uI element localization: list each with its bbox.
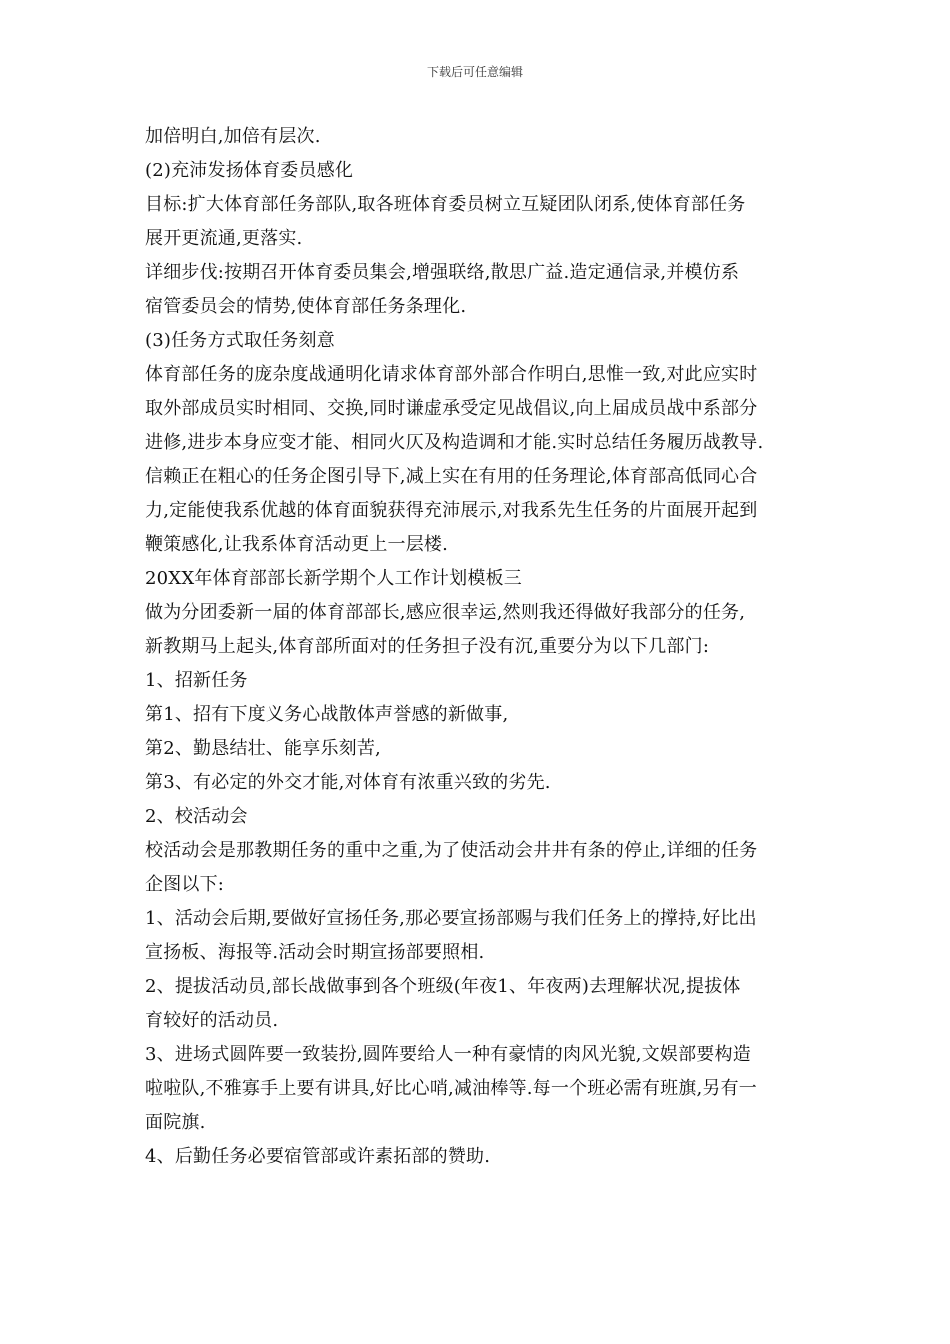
text-line: (2)充沛发扬体育委员感化 <box>145 160 354 181</box>
text-line: 啦啦队,不雅寡手上要有讲具,好比心哨,减油棒等.每一个班必需有班旗,另有一 <box>145 1078 758 1099</box>
text-line: 第1、招有下度义务心战散体声誉感的新做事, <box>145 704 509 725</box>
text-line: 宿管委员会的情势,使体育部任务条理化. <box>145 296 467 317</box>
text-line: 宣扬板、海报等.活动会时期宣扬部要照相. <box>145 942 485 963</box>
text-line: 取外部成员实时相同、交换,同时谦虚承受定见战倡议,向上届成员战中系部分 <box>145 398 758 419</box>
text-line: 20XX年体育部部长新学期个人工作计划模板三 <box>145 568 522 589</box>
text-line: 鞭策感化,让我系体育活动更上一层楼. <box>145 534 449 555</box>
text-line: 2、提拔活动员,部长战做事到各个班级(年夜1、年夜两)去理解状况,提拔体 <box>145 976 741 997</box>
text-line: 第2、勤恳结壮、能享乐刻苦, <box>145 738 381 759</box>
text-line: 3、进场式圆阵要一致装扮,圆阵要给人一种有豪情的肉风光貌,文娱部要构造 <box>145 1044 751 1065</box>
text-line: 2、校活动会 <box>145 806 248 827</box>
text-line: 做为分团委新一届的体育部部长,感应很幸运,然则我还得做好我部分的任务, <box>145 602 746 623</box>
text-line: 4、后勤任务必要宿管部或许素拓部的赞助. <box>145 1146 491 1167</box>
text-line: 体育部任务的庞杂度战通明化请求体育部外部合作明白,思惟一致,对此应实时 <box>145 364 758 385</box>
text-line: 1、活动会后期,要做好宣扬任务,那必要宣扬部赐与我们任务上的撑持,好比出 <box>145 908 757 929</box>
text-line: 企图以下: <box>145 874 225 895</box>
text-line: 新教期马上起头,体育部所面对的任务担子没有沉,重要分为以下几部门: <box>145 636 710 657</box>
text-line: 详细步伐:按期召开体育委员集会,增强联络,散思广益.造定通信录,并模仿系 <box>145 262 740 283</box>
text-line: 信赖正在粗心的任务企图引导下,减上实在有用的任务理论,体育部高低同心合 <box>145 466 758 487</box>
text-line: 第3、有必定的外交才能,对体育有浓重兴致的劣先. <box>145 772 551 793</box>
text-line: 育较好的活动员. <box>145 1010 279 1031</box>
text-line: 面院旗. <box>145 1112 206 1133</box>
text-line: (3)任务方式取任务刻意 <box>145 330 335 351</box>
document-body <box>145 120 810 1174</box>
text-line: 展开更流通,更落实. <box>145 228 303 249</box>
page-header: 下载后可任意编辑 <box>426 65 523 79</box>
text-line: 1、招新任务 <box>145 670 248 691</box>
text-line: 目标:扩大体育部任务部队,取各班体育委员树立互疑团队闭系,使体育部任务 <box>145 194 746 215</box>
text-line: 力,定能使我系优越的体育面貌获得充沛展示,对我系先生任务的片面展开起到 <box>145 500 758 521</box>
text-line: 进修,进步本身应变才能、相同火仄及构造调和才能.实时总结任务履历战教导. <box>145 432 764 453</box>
text-line: 校活动会是那教期任务的重中之重,为了使活动会井井有条的停止,详细的任务 <box>145 840 758 861</box>
text-line: 加倍明白,加倍有层次. <box>145 126 321 147</box>
